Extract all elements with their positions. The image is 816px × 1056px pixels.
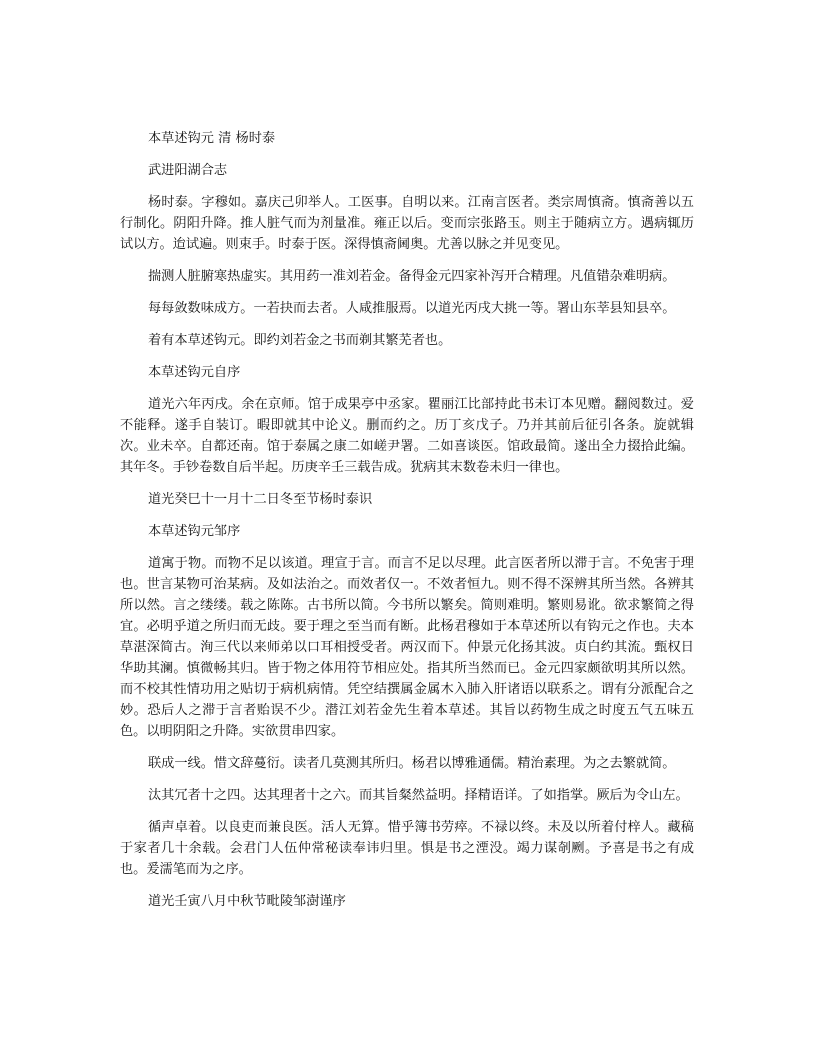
- biography-paragraph-4: 着有本草述钩元。即约刘若金之书而剃其繁芜者也。: [148, 333, 452, 348]
- zou-preface-body-1: 道寓于物。而物不足以该道。理宣于言。而言不足以尽理。此言医者所以滞于言。不免害于理也。世言某物可治某病。及如法治之。而效者仅一。不效者恒九。则不得不深辨其所当然。各辨其所以然。言之缕缕。载之陈陈。古书所以简。今书所以繁矣。简则难明。繁则易讹。欲求繁简之得宜。必明乎道之所归而无歧。要于理之至当而有断。此杨君穆如于本草述所以有钩元之作也。夫本草湛深简古。洵三代以来师弟以口耳相授受者。两汉而下。仲景元化扬其波。贞白约其流。甄权日华助其澜。慎微畅其归。皆于物之体用符节相应处。指其所当然而已。金元四家颇欲明其所以然。而不校其性情功用之贴切于病机病情。凭空结撰属金属木入肺入肝诸语以联系之。谓有分派配合之妙。恐后人之滞于言者贻误不少。潜江刘若金先生着本草述。其旨以药物生成之时度五气五味五色。以明阴阳之升降。实欲贯串四家。: [120, 556, 694, 739]
- zou-preface-signature: 道光壬寅八月中秋节毗陵邹澍谨序: [148, 894, 346, 909]
- book-title: 本草述钩元 清 杨时泰: [148, 131, 276, 146]
- document-page: [120, 128, 694, 912]
- zou-preface-heading: 本草述钩元邹序: [148, 524, 241, 539]
- preface-signature: 道光癸巳十一月十二日冬至节杨时泰识: [148, 492, 373, 507]
- zou-preface-body-2: 联成一线。惜文辞蔓衍。读者几莫测其所归。杨君以博雅通儒。精治素理。为之去繁就简。: [148, 756, 676, 771]
- biography-paragraph-3: 每每敛数味成方。一若抉而去者。人咸推服焉。以道光丙戌大挑一等。署山东莘县知县卒。: [148, 301, 676, 316]
- preface-body: 道光六年丙戌。余在京师。馆于成果亭中丞家。瞿丽江比部持此书未订本见赠。翻阅数过。爱不能释。遂手自装订。暇即就其中论义。删而约之。历丁亥戊子。乃并其前后征引各条。旋就辑次。业未卒。自都还南。馆于泰属之康二如嵯尹署。二如喜谈医。馆政最简。遂出全力掇拾此编。其年冬。手钞卷数自后半起。历庚辛壬三载告成。犹病其末数卷未归一律也。: [120, 397, 694, 475]
- biography-paragraph-2: 揣测人脏腑寒热虚实。其用药一准刘若金。备得金元四家补泻开合精理。凡值错杂难明病。: [148, 269, 676, 284]
- zou-preface-body-3: 汰其冗者十之四。达其理者十之六。而其旨粲然益明。择精语详。了如指掌。厥后为令山左。: [148, 788, 689, 803]
- biography-paragraph-1: 杨时泰。字穆如。嘉庆己卯举人。工医事。自明以来。江南言医者。类宗周慎斋。慎斋善以五行制化。阴阳升降。推人脏气而为剂量准。雍正以后。变而宗张路玉。则主于随病立方。遇病辄历试以方。迨试遍。则束手。时泰于医。深得慎斋阃奥。尤善以脉之并见变见。: [120, 195, 694, 252]
- preface-heading: 本草述钩元自序: [148, 365, 241, 380]
- zou-preface-body-4: 循声卓着。以良吏而兼良医。活人无算。惜乎簿书劳瘁。不禄以终。未及以所着付梓人。藏稿于家者几十余载。会君门人伍仲常秘读奉讳归里。惧是书之湮没。竭力谋剞劂。予喜是书之有成也。爰濡笔而为之序。: [120, 820, 694, 877]
- source-heading: 武进阳湖合志: [148, 163, 228, 178]
